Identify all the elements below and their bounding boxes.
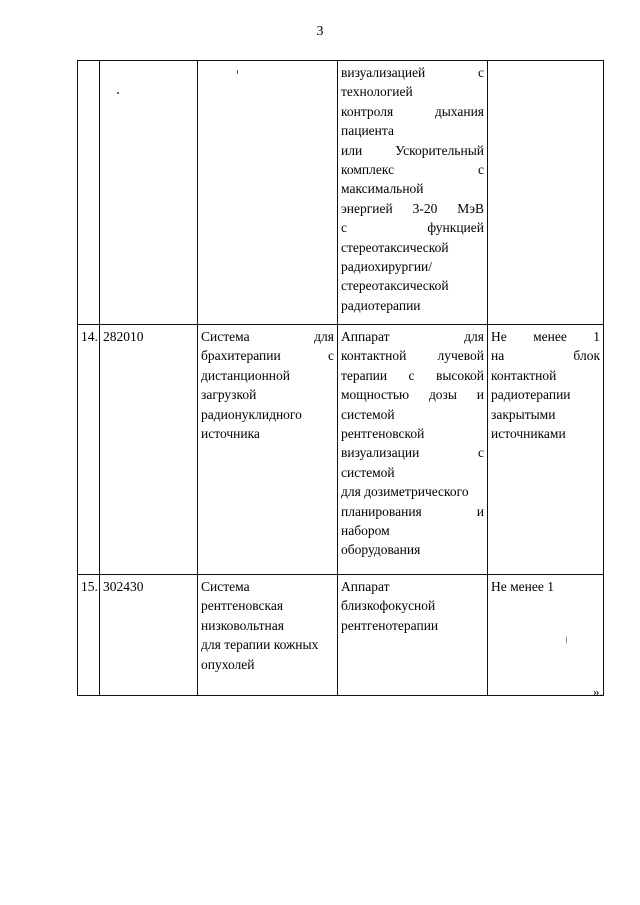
code-cell: 302430 <box>100 575 198 696</box>
quantity-cell <box>488 575 604 696</box>
cell-text-line: с функцией <box>341 220 484 236</box>
cell-text-line: технологией <box>341 84 413 100</box>
description-cell <box>338 61 488 325</box>
cell-text-line: комплекс с <box>341 162 484 178</box>
cell-text-line: контроля дыхания <box>341 103 484 119</box>
cell-text-line: системой <box>341 464 395 480</box>
cell-text-line: для терапии кожных <box>201 637 319 653</box>
cell-text-line: опухолей <box>201 656 255 672</box>
scan-speck <box>566 636 567 644</box>
cell-text-line: Аппарат <box>341 579 390 594</box>
cell-text-line: Аппарат для <box>341 329 484 344</box>
cell-text-line: Не менее 1 <box>491 329 600 344</box>
cell-text-line: источниками <box>491 426 566 442</box>
cell-text-line: визуализацией с <box>341 65 484 80</box>
scan-speck <box>237 70 238 74</box>
scan-speck <box>117 92 119 94</box>
cell-text-line: рентгеновской <box>341 426 425 442</box>
cell-text-line: энергией 3-20 МэВ <box>341 200 484 216</box>
cell-text-line: или Ускорительный <box>341 142 484 158</box>
cell-text-line: загрузкой <box>201 387 257 403</box>
cell-text-line: Система для <box>201 329 334 344</box>
row-number-cell: 15. <box>78 575 100 696</box>
cell-text-line: рентгенотерапии <box>341 617 439 633</box>
table-row <box>78 61 604 325</box>
cell-text-line: радиотерапии <box>491 387 571 403</box>
table-row <box>78 575 604 696</box>
cell-text-line: терапии с высокой <box>341 367 484 383</box>
code-cell <box>100 61 198 325</box>
row-number-cell <box>78 61 100 325</box>
cell-text-line: низковольтная <box>201 617 284 633</box>
name-cell <box>198 61 338 325</box>
cell-text-line: планирования и <box>341 503 484 519</box>
cell-text-line: набором <box>341 523 390 539</box>
cell-text-line: Система <box>201 579 250 594</box>
page-number: 3 <box>316 24 324 39</box>
cell-text-line: радиохирургии/ <box>341 259 433 275</box>
cell-text-line: радиотерапии <box>341 297 421 313</box>
cell-text-line: брахитерапии с <box>201 348 334 364</box>
code-cell: 282010 <box>100 325 198 575</box>
name-cell <box>198 575 338 696</box>
cell-text-line: дистанционной <box>201 367 290 383</box>
cell-text-line: системой <box>341 406 395 422</box>
quantity-cell <box>488 61 604 325</box>
table-row <box>78 325 604 575</box>
cell-text-line: пациента <box>341 123 394 139</box>
cell-text-line: контактной <box>491 367 557 383</box>
cell-text-line: оборудования <box>341 542 421 558</box>
cell-text-line: источника <box>201 426 260 442</box>
cell-text-line: мощностью дозы и <box>341 387 484 403</box>
equipment-table <box>77 60 604 696</box>
cell-text-line: рентгеновская <box>201 598 284 614</box>
cell-text-line: близкофокусной <box>341 598 436 614</box>
row-number-cell: 14. <box>78 325 100 575</box>
description-cell <box>338 325 488 575</box>
quantity-cell <box>488 325 604 575</box>
cell-text-line: закрытыми <box>491 406 556 422</box>
cell-text-line: на блок <box>491 348 600 364</box>
cell-text-line: стереотаксической <box>341 278 449 294</box>
cell-text-line: стереотаксической <box>341 239 449 255</box>
name-cell <box>198 325 338 575</box>
cell-text-line: для дозиметрического <box>341 484 469 500</box>
cell-text-line: Не менее 1 <box>491 579 554 594</box>
cell-text-line: визуализации с <box>341 445 484 461</box>
cell-text-line: радионуклидного <box>201 406 302 422</box>
description-cell <box>338 575 488 696</box>
closing-quote: ». <box>593 684 603 699</box>
cell-text-line: максимальной <box>341 181 424 197</box>
cell-text-line: контактной лучевой <box>341 348 484 364</box>
